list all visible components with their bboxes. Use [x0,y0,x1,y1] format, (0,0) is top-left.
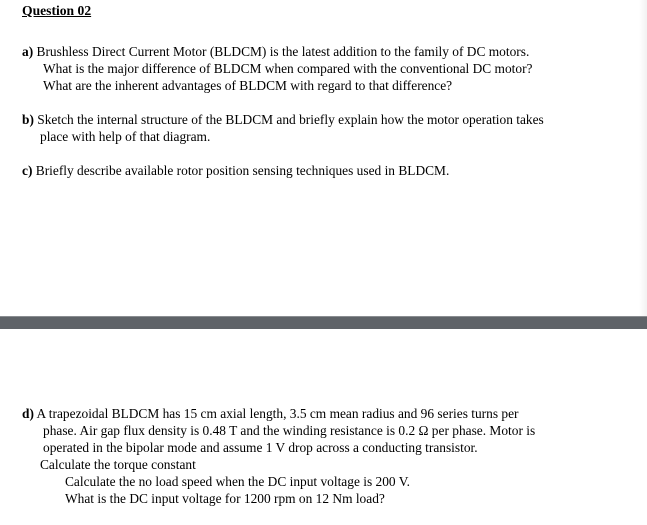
question-b-label: b) [22,112,34,127]
page-separator [0,316,647,329]
document-page-2 [0,329,647,525]
question-a [22,43,612,94]
question-d-line3: operated in the bipolar mode and assume 1 V drop across a conducting transistor. [43,440,478,455]
question-b-line1: Sketch the internal structure of the BLDCM and briefly explain how the motor operation takes [37,112,544,127]
question-d-line6: What is the DC input voltage for 1200 rpm on 12 Nm load? [65,491,385,506]
question-a-line2: What is the major difference of BLDCM when compared with the conventional DC motor? [43,61,533,76]
question-b [22,111,612,145]
question-d-line1: A trapezoidal BLDCM has 15 cm axial length, 3.5 cm mean radius and 96 series turns per [36,406,519,421]
question-d-label: d) [22,406,34,421]
question-d [22,405,612,507]
question-d-line5: Calculate the no load speed when the DC input voltage is 200 V. [65,474,410,489]
question-a-line3: What are the inherent advantages of BLDCM with regard to that difference? [43,78,453,93]
question-c-line1: Briefly describe available rotor position sensing techniques used in BLDCM. [35,163,450,178]
question-d-line2: phase. Air gap flux density is 0.48 T and the winding resistance is 0.2 Ω per phase. Motor is [43,423,536,438]
page-edge-shadow [639,0,647,316]
question-b-line2: place with help of that diagram. [40,129,211,144]
question-d-line4: Calculate the torque constant [40,457,196,472]
question-c [22,162,612,179]
question-a-label: a) [22,44,34,59]
question-heading: Question 02 [22,3,92,18]
question-c-label: c) [22,163,33,178]
question-a-line1: Brushless Direct Current Motor (BLDCM) is the latest addition to the family of DC motors. [36,44,530,59]
